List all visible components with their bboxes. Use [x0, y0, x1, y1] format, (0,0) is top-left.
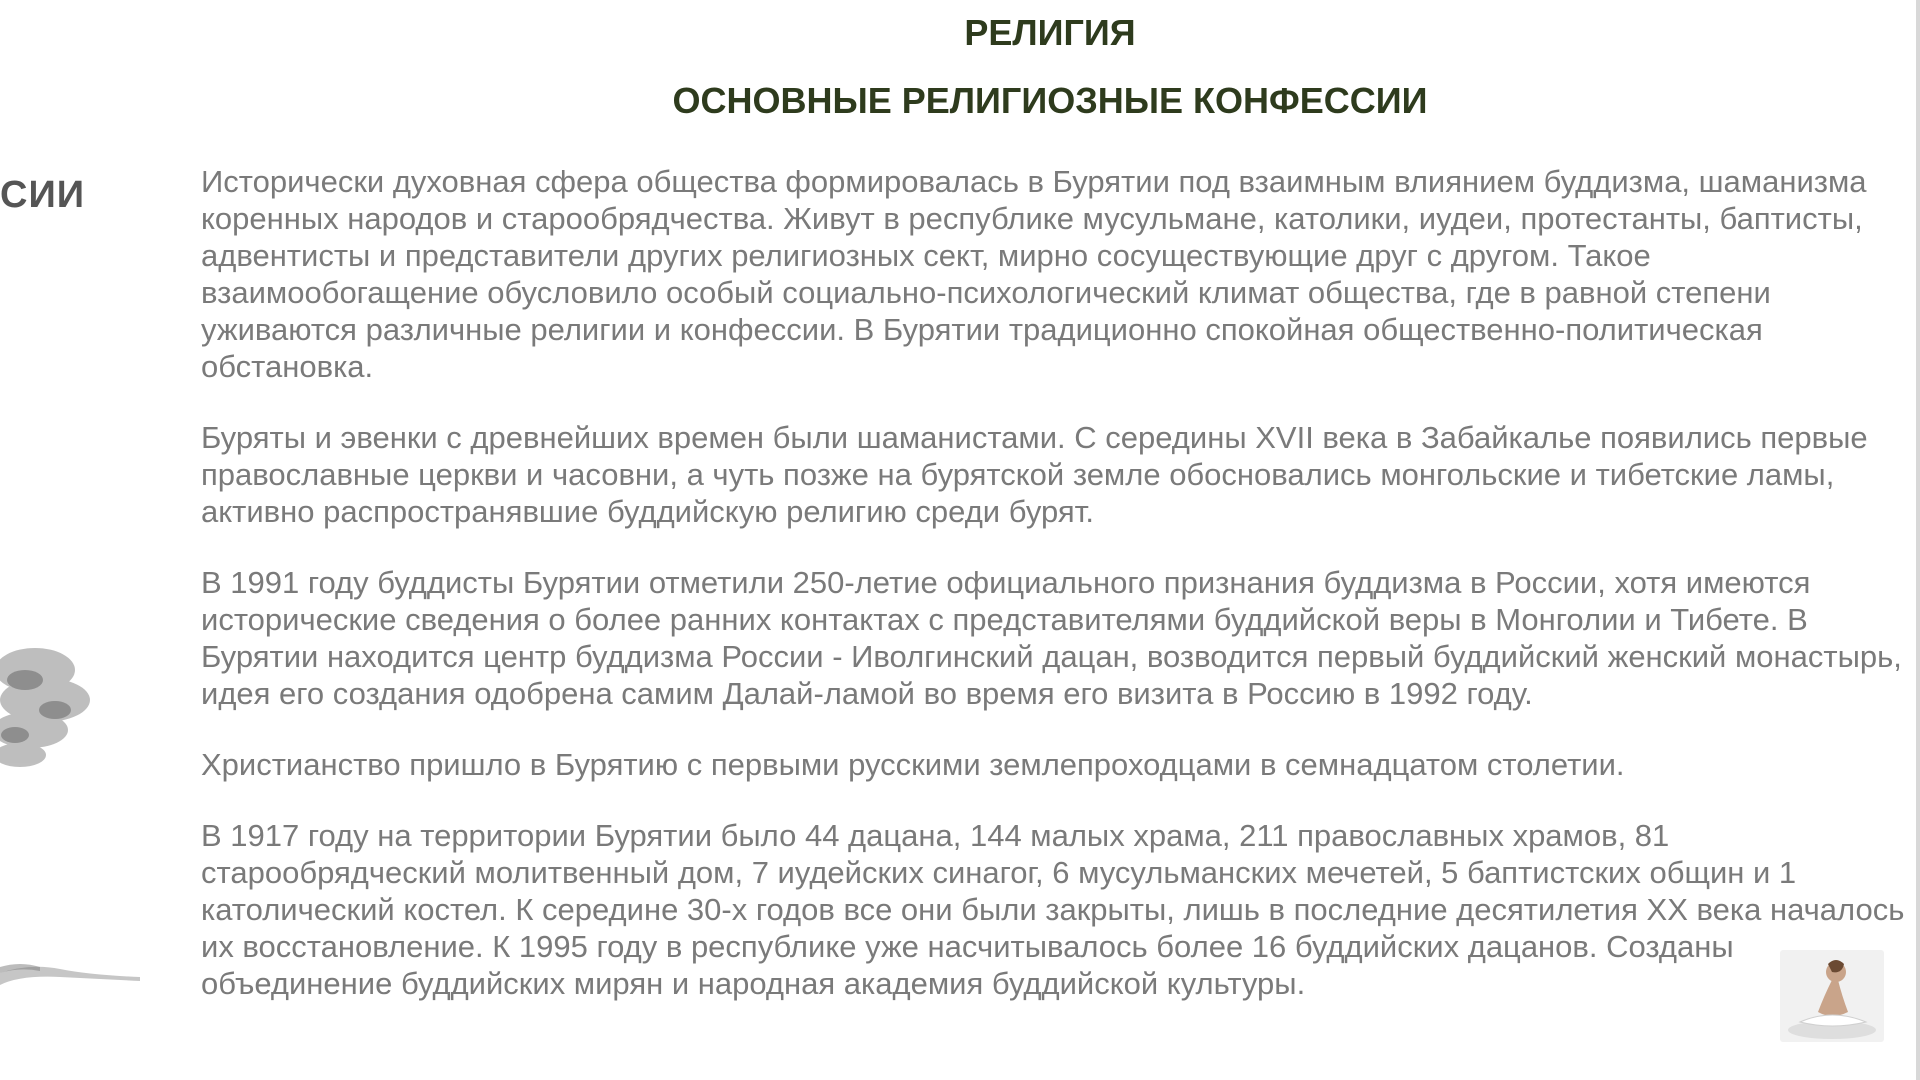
paragraph-christianity: Христианство пришло в Бурятию с первыми русскими землепроходцами в семнадцатом столетии.	[201, 747, 1625, 782]
seated-figure-image	[1780, 950, 1884, 1042]
paragraph-statistics: В 1917 году на территории Бурятии было 44 дацана, 144 малых храма, 211 православных храмов, 81 старообрядческий молитвенный дом, 7 иудейских синагог, 6 мусульманских мечетей, 5 баптистских общин и 1 католический костел. К середине 30-х годов все они были закрыты, лишь в последние десятилетия XX века началось их восстановление. К 1995 году в республике уже насчитывалось более 16 буддийских дацанов. Созданы объединение буддийских мирян и народная академия буддийской культуры.	[201, 818, 1905, 1001]
paragraph-overview: Исторически духовная сфера общества формировалась в Бурятии под взаимным влиянием буддизма, шаманизма коренных народов и старообрядчества. Живут в республике мусульмане, католики, иудеи, протестанты, баптисты, адвентисты и представители других религиозных сект, мирно сосуществующие друг с другом. Такое взаимообогащение обусловило особый социально-психологический климат общества, где в равной степени уживаются различные религии и конфессии. В Бурятии традиционно спокойная общественно-политическая обстановка.	[201, 164, 1867, 384]
adjacent-slide-fragment: СИИ	[0, 174, 86, 216]
tree-illustration	[0, 640, 100, 790]
slide-edge	[1916, 0, 1920, 1080]
page-title: РЕЛИГИЯ	[964, 12, 1136, 53]
ground-illustration	[0, 955, 140, 995]
paragraph-buddhism: В 1991 году буддисты Бурятии отметили 250-летие официального признания буддизма в России, хотя имеются исторические сведения о более ранних контактах с представителями буддийской веры в Монголии и Тибете. В Бурятии находится центр буддизма России - Иволгинский дацан, возводится первый буддийский женский монастырь, идея его создания одобрена самим Далай-ламой во время его визита в Россию в 1992 году.	[201, 565, 1902, 711]
paragraph-shamanism: Буряты и эвенки с древнейших времен были шаманистами. С середины XVII века в Забайкалье появились первые православные церкви и часовни, а чуть позже на бурятской земле обосновались монгольские и тибетские ламы, активно распространявшие буддийскую религию среди бурят.	[201, 420, 1868, 529]
presenter-thumbnail	[1780, 950, 1884, 1042]
body-text	[201, 163, 1906, 1036]
section-title: ОСНОВНЫЕ РЕЛИГИОЗНЫЕ КОНФЕССИИ	[672, 80, 1428, 121]
